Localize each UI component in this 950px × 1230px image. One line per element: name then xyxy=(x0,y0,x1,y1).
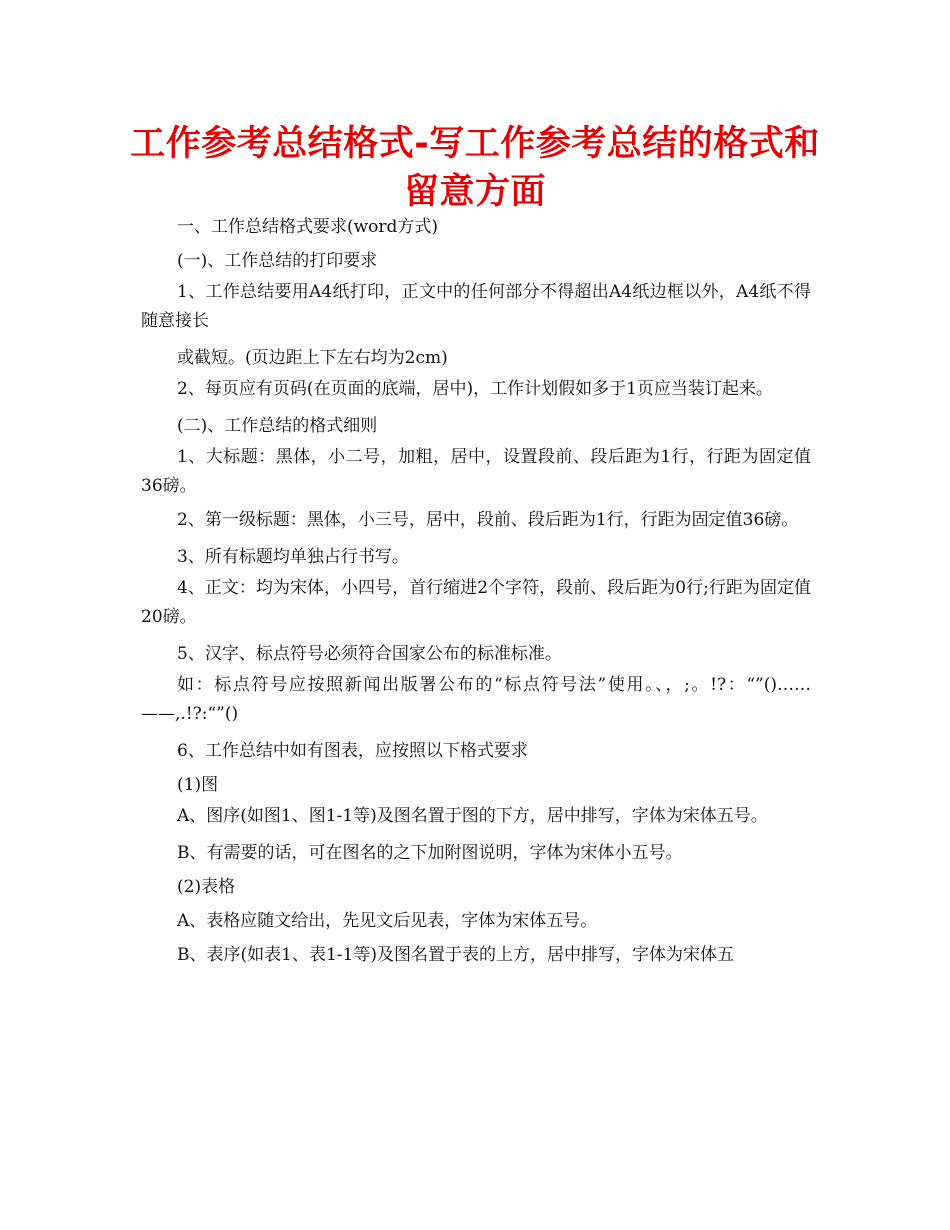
subsection-heading-format: (二)、工作总结的格式细则 xyxy=(177,416,378,436)
paragraph-format-4: 4、正文：均为宋体，小四号，首行缩进2个字符，段前、段后距为0行;行距为固定值20磅。 xyxy=(141,578,811,627)
paragraph-format-5: 5、汉字、标点符号必须符合国家公布的标准标准。 xyxy=(177,644,562,664)
paragraph-format-2: 2、第一级标题：黑体，小三号，居中，段前、段后距为1行，行距为固定值36磅。 xyxy=(177,510,799,530)
paragraph-format-6: 6、工作总结中如有图表，应按照以下格式要求 xyxy=(177,741,528,761)
paragraph-print-2: 2、每页应有页码(在页面的底端，居中)，工作计划假如多于1页应当装订起来。 xyxy=(177,379,773,399)
document-title: 工作参考总结格式-写工作参考总结的格式和留意方面 xyxy=(130,124,820,212)
paragraph-table-a: A、表格应随文给出，先见文后见表，字体为宋体五号。 xyxy=(177,911,598,931)
paragraph-punctuation-example: 如：标点符号应按照新闻出版署公布的“标点符号法”使用。、，;。!?：“”()……——,.!?:“”() xyxy=(141,675,811,724)
paragraph-print-1-cont: 或截短。(页边距上下左右均为2cm) xyxy=(177,348,448,368)
paragraph-figure-b: B、有需要的话，可在图名的之下加附图说明，字体为宋体小五号。 xyxy=(177,843,683,863)
document-body xyxy=(141,210,811,972)
section-heading-1: 一、工作总结格式要求(word方式) xyxy=(177,217,439,237)
paragraph-print-1: 1、工作总结要用A4纸打印，正文中的任何部分不得超出A4纸边框以外，A4纸不得随意接长 xyxy=(141,282,811,331)
paragraph-format-1: 1、大标题：黑体，小二号，加粗，居中，设置段前、段后距为1行，行距为固定值36磅。 xyxy=(141,447,811,496)
paragraph-format-3: 3、所有标题均单独占行书写。 xyxy=(177,547,409,567)
subheading-figure: (1)图 xyxy=(177,775,219,795)
subsection-heading-print: (一)、工作总结的打印要求 xyxy=(177,251,378,271)
paragraph-figure-a: A、图序(如图1、图1-1等)及图名置于图的下方，居中排写，字体为宋体五号。 xyxy=(177,806,768,826)
paragraph-table-b: B、表序(如表1、表1-1等)及图名置于表的上方，居中排写，字体为宋体五 xyxy=(177,945,734,965)
subheading-table: (2)表格 xyxy=(177,877,236,897)
